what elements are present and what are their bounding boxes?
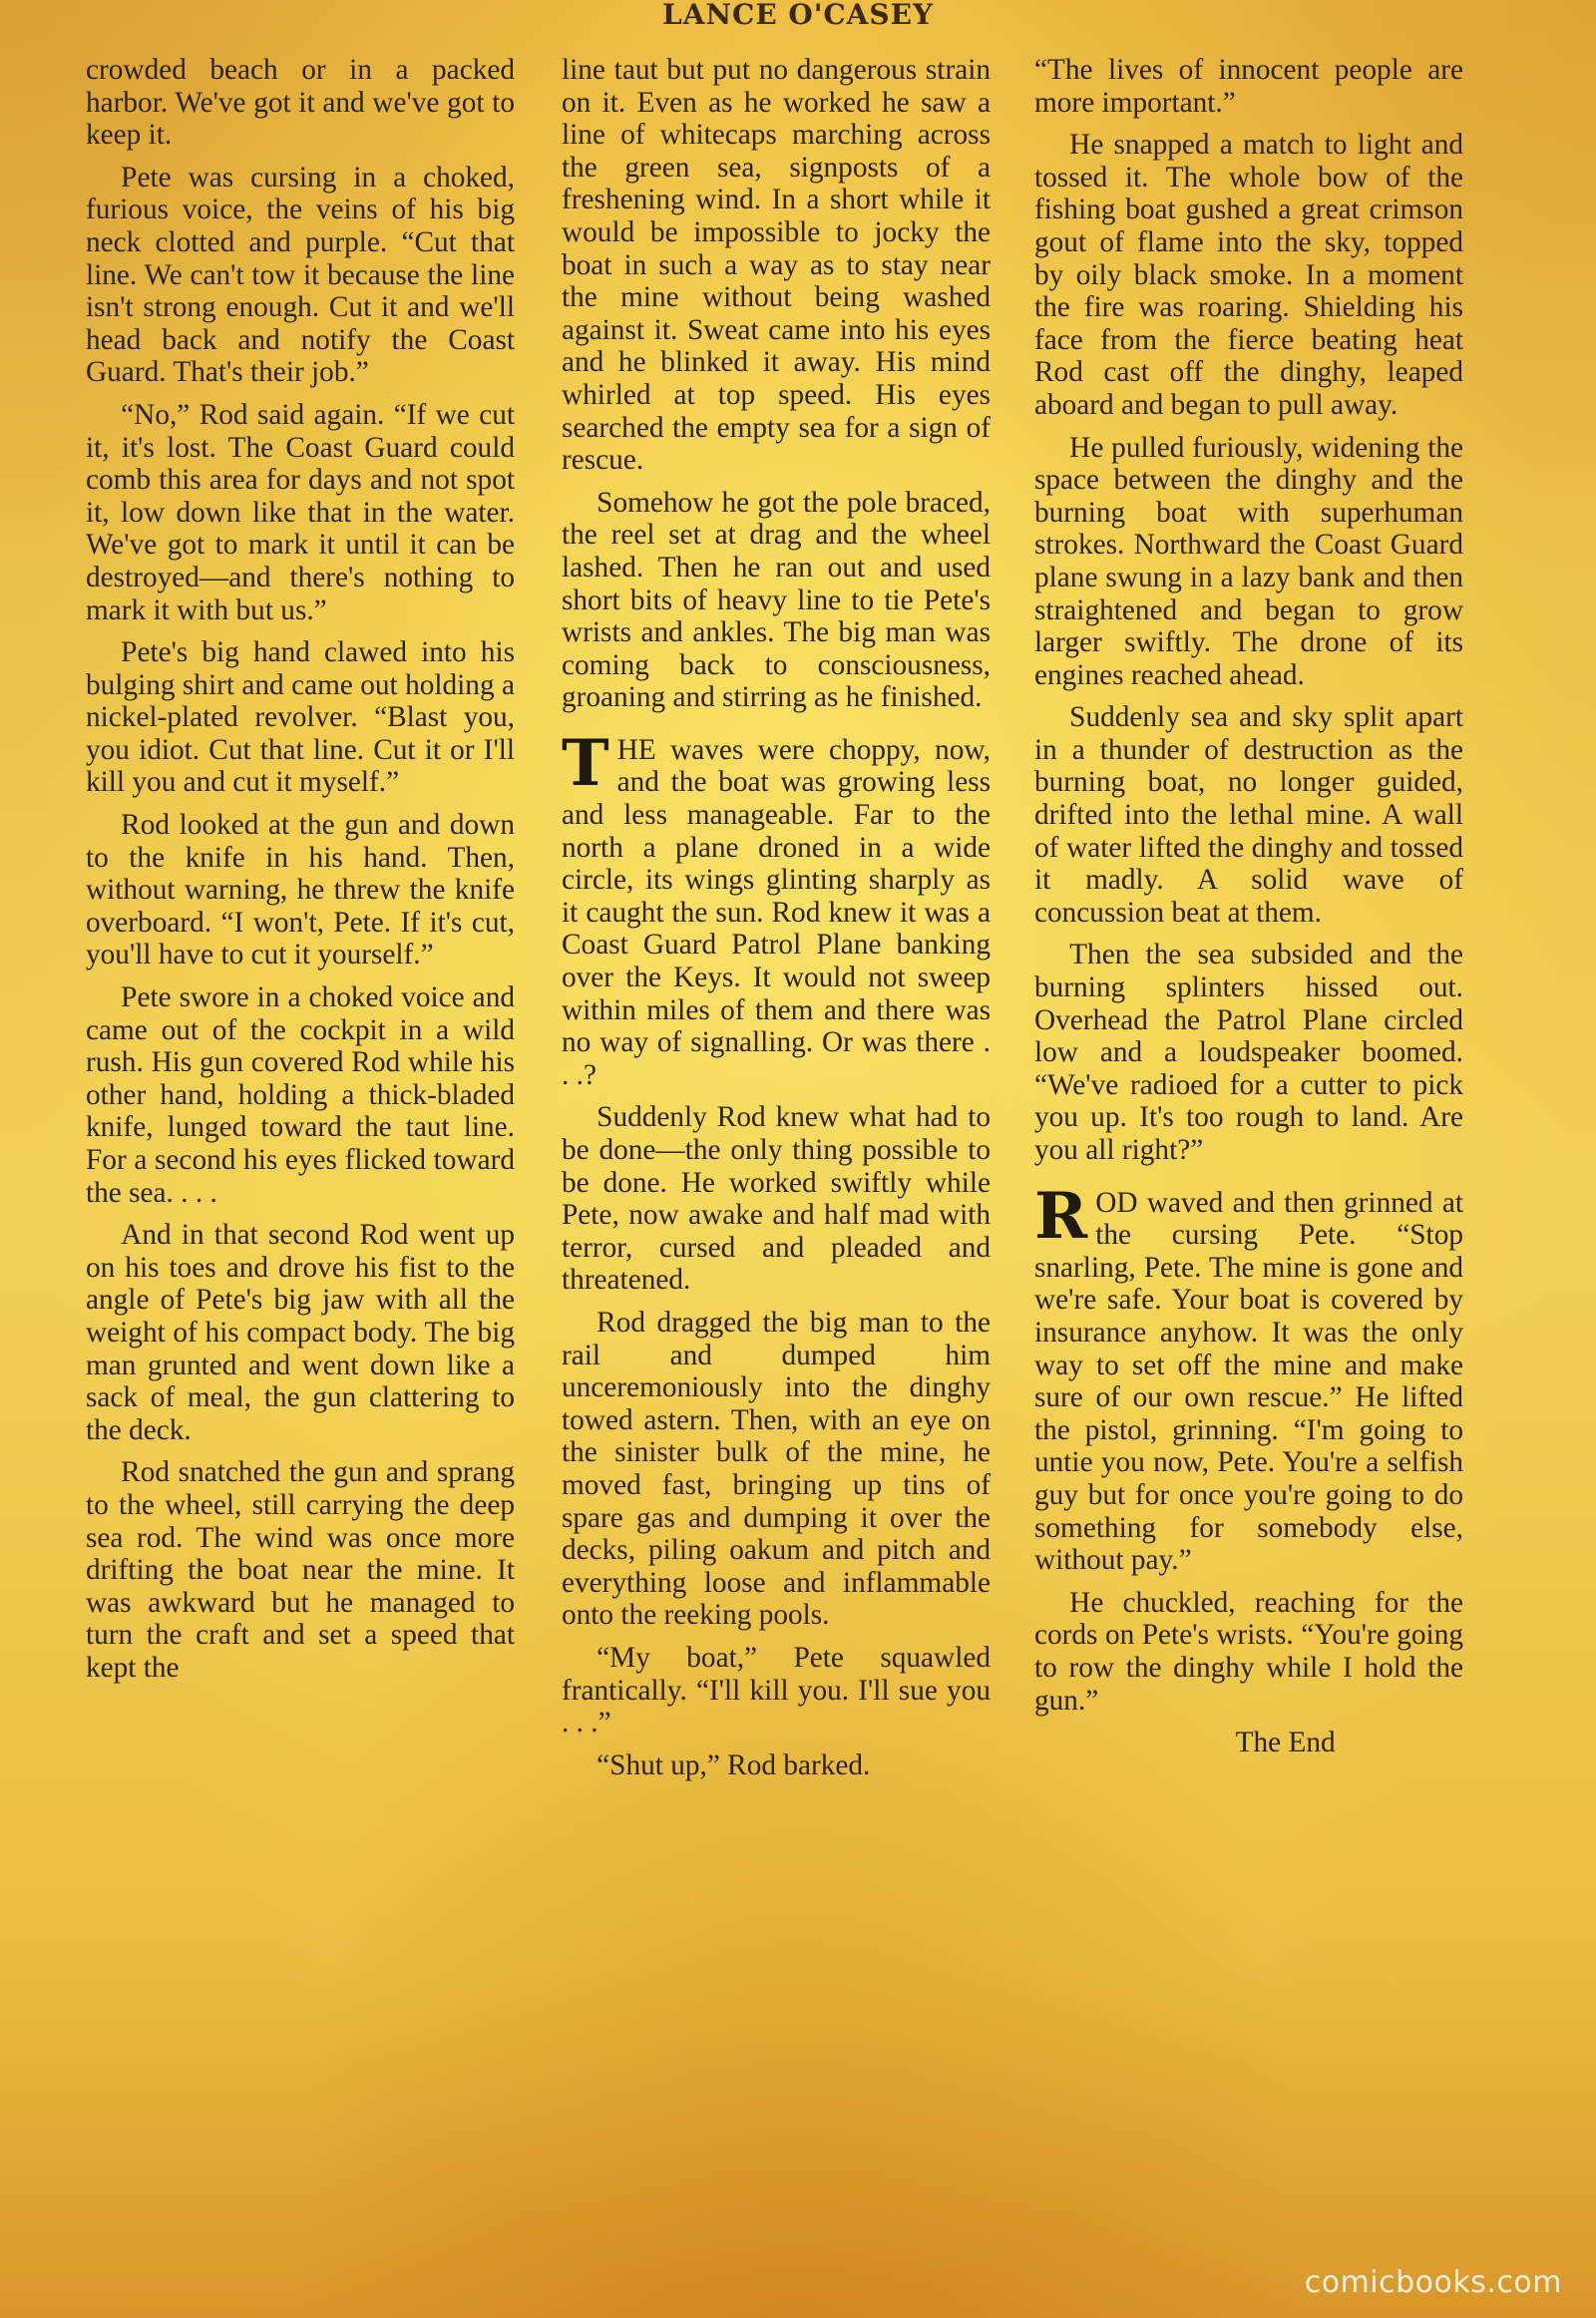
paragraph: “No,” Rod said again. “If we cut it, it's lost. The Coast Guard could comb this area for days and not spot it, low down like that in the water. We've got to mark it until it can be destroyed—and there's nothing to mark it with but us.” (86, 398, 515, 626)
paragraph-drop-cap: ROD waved and then grinned at the cursing Pete. “Stop snarling, Pete. The mine is gone and we're safe. Your boat is covered by insurance anyhow. It was the only way to set off the mine and make sure of our own rescue.” He lifted the pistol, grinning. “I'm going to untie you now, Pete. You're a selfish guy but for once you're going to do something for somebody else, without pay.” (1034, 1178, 1463, 1577)
text-column-3 (1034, 54, 1463, 1769)
paragraph: Suddenly sea and sky split apart in a thunder of destruction as the burning boat, no longer guided, drifted into the lethal mine. A wall of water lifted the dinghy and tossed it madly. A solid wave of concussion beat at them. (1034, 701, 1463, 929)
paragraph: He chuckled, reaching for the cords on Pete's wrists. “You're going to row the dinghy while I hold the gun.” (1034, 1586, 1463, 1717)
running-head: LANCE O'CASEY (662, 0, 934, 31)
paragraph: Rod dragged the big man to the rail and dumped him unceremoniously into the dinghy towed astern. Then, with an eye on the sinister bulk of the mine, he moved fast, bringing up tins of spare gas and dumping it over the decks, piling oakum and pitch and everything loose and inflammable onto the reeking pools. (562, 1306, 991, 1632)
paragraph: He snapped a match to light and tossed it. The whole bow of the fishing boat gushed a great crimson gout of flame into the sky, topped by oily black smoke. In a moment the fire was roaring. Shielding his face from the fierce beating heat Rod cast off the dinghy, leaped aboard and began to pull away. (1034, 129, 1463, 421)
paragraph-drop-cap: THE waves were choppy, now, and the boat was growing less and less manageable. Far to the north a plane droned in a wide circle, its wings glinting sharply as it caught the sun. Rod knew it was a Coast Guard Patrol Plane banking over the Keys. It would not sweep within miles of them and there was no way of signalling. Or was there . . .? (562, 725, 991, 1091)
text-column-2 (562, 54, 991, 1791)
paragraph: crowded beach or in a packed harbor. We've got it and we've got to keep it. (86, 54, 515, 152)
paragraph: “The lives of innocent people are more important.” (1034, 54, 1463, 119)
paragraph: “My boat,” Pete squawled frantically. “I'll kill you. I'll sue you . . .” (562, 1641, 991, 1739)
the-end-label: The End (1235, 1727, 1336, 1759)
paragraph: line taut but put no dangerous strain on it. Even as he worked he saw a line of whitecaps marching across the green sea, signposts of a freshening wind. In a short while it would be impossible to jocky the boat in such a way as to stay near the mine without being washed against it. Sweat came into his eyes and he blinked it away. His mind whirled at top speed. His eyes searched the empty sea for a sign of rescue. (562, 54, 991, 477)
paragraph: Then the sea subsided and the burning splinters hissed out. Overhead the Patrol Plane circled low and a loudspeaker boomed. “We've radioed for a cutter to pick you up. It's too rough to land. Are you all right?” (1034, 939, 1463, 1166)
paragraph: Suddenly Rod knew what had to be done—the only thing possible to be done. He worked swiftly while Pete, now awake and half mad with terror, cursed and pleaded and threatened. (562, 1101, 991, 1297)
paragraph: And in that second Rod went up on his toes and drove his fist to the angle of Pete's big jaw with all the weight of his compact body. The big man grunted and went down like a sack of meal, the gun clattering to the deck. (86, 1219, 515, 1446)
paragraph: Rod looked at the gun and down to the knife in his hand. Then, without warning, he threw the knife overboard. “I won't, Pete. If it's cut, you'll have to cut it yourself.” (86, 809, 515, 971)
paragraph: He pulled furiously, widening the space between the dinghy and the burning boat with superhuman strokes. Northward the Coast Guard plane swung in a lazy bank and then straightened and began to grow larger swiftly. The drone of its engines reached ahead. (1034, 431, 1463, 691)
paragraph: Rod snatched the gun and sprang to the wheel, still carrying the deep sea rod. The wind was once more drifting the boat near the mine. It was awkward but he managed to turn the craft and set a speed that kept the (86, 1456, 515, 1684)
paragraph: Pete swore in a choked voice and came out of the cockpit in a wild rush. His gun covered Rod while his other hand, holding a thick-bladed knife, lunged toward the taut line. For a second his eyes flicked toward the sea. . . . (86, 981, 515, 1209)
paragraph: Somehow he got the pole braced, the reel set at drag and the wheel lashed. Then he ran out and used short bits of heavy line to tie Pete's wrists and ankles. The big man was coming back to consciousness, groaning and stirring as he finished. (562, 486, 991, 714)
paragraph: Pete was cursing in a choked, furious voice, the veins of his big neck clotted and purple. “Cut that line. We can't tow it because the line isn't strong enough. Cut it and we'll head back and notify the Coast Guard. That's their job.” (86, 161, 515, 389)
paragraph: “Shut up,” Rod barked. (597, 1748, 871, 1781)
text-column-1 (86, 54, 515, 1695)
paragraph: Pete's big hand clawed into his bulging shirt and came out holding a nickel-plated revolver. “Blast you, you idiot. Cut that line. Cut it or I'll kill you and cut it myself.” (86, 636, 515, 799)
source-watermark: comicbooks.com (1304, 2265, 1562, 2300)
